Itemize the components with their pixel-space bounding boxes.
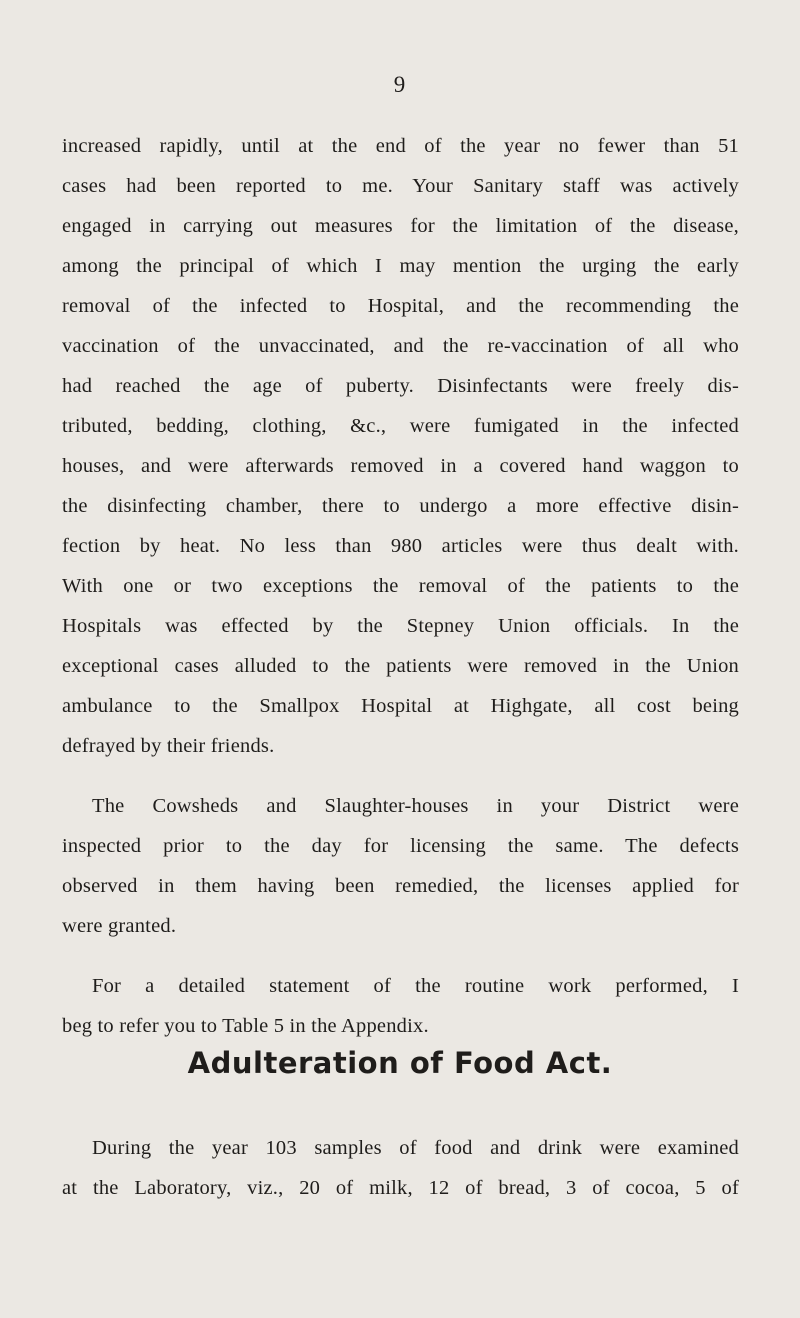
text-line: houses, and were afterwards removed in a covered hand waggon to [62,455,739,477]
text-line: had reached the age of puberty. Disinfectants were freely dis- [62,375,739,397]
text-line: vaccination of the unvaccinated, and the re-vaccination of all who [62,335,739,357]
text-line: among the principal of which I may mention the urging the early [62,255,739,277]
text-line: Hospitals was effected by the Stepney Union officials. In the [62,615,739,637]
text-line: For a detailed statement of the routine work performed, I [92,975,739,997]
text-line: increased rapidly, until at the end of the year no fewer than 51 [62,135,739,157]
text-line: The Cowsheds and Slaughter-houses in your District were [92,795,739,817]
text-line: engaged in carrying out measures for the limitation of the disease, [62,215,739,237]
text-line: beg to refer you to Table 5 in the Appendix. [62,1015,429,1037]
text-line: With one or two exceptions the removal of the patients to the [62,575,739,597]
page-number: 9 [393,72,407,97]
text-line: the disinfecting chamber, there to undergo a more effective disin- [62,495,739,517]
text-line: removal of the infected to Hospital, and the recommending the [62,295,739,317]
text-line: observed in them having been remedied, the licenses applied for [62,875,739,897]
text-line: defrayed by their friends. [62,735,275,757]
text-line: ambulance to the Smallpox Hospital at Highgate, all cost being [62,695,739,717]
text-line: fection by heat. No less than 980 articles were thus dealt with. [62,535,739,557]
text-line: tributed, bedding, clothing, &c., were fumigated in the infected [62,415,739,437]
text-line: During the year 103 samples of food and drink were examined [92,1137,739,1159]
text-line: at the Laboratory, viz., 20 of milk, 12 of bread, 3 of cocoa, 5 of [62,1177,739,1199]
text-line: were granted. [62,915,177,937]
text-line: cases had been reported to me. Your Sanitary staff was actively [62,175,739,197]
section-heading: Adulteration of Food Act. [187,1046,613,1080]
text-line: inspected prior to the day for licensing the same. The defects [62,835,739,857]
text-line: exceptional cases alluded to the patients were removed in the Union [62,655,739,677]
